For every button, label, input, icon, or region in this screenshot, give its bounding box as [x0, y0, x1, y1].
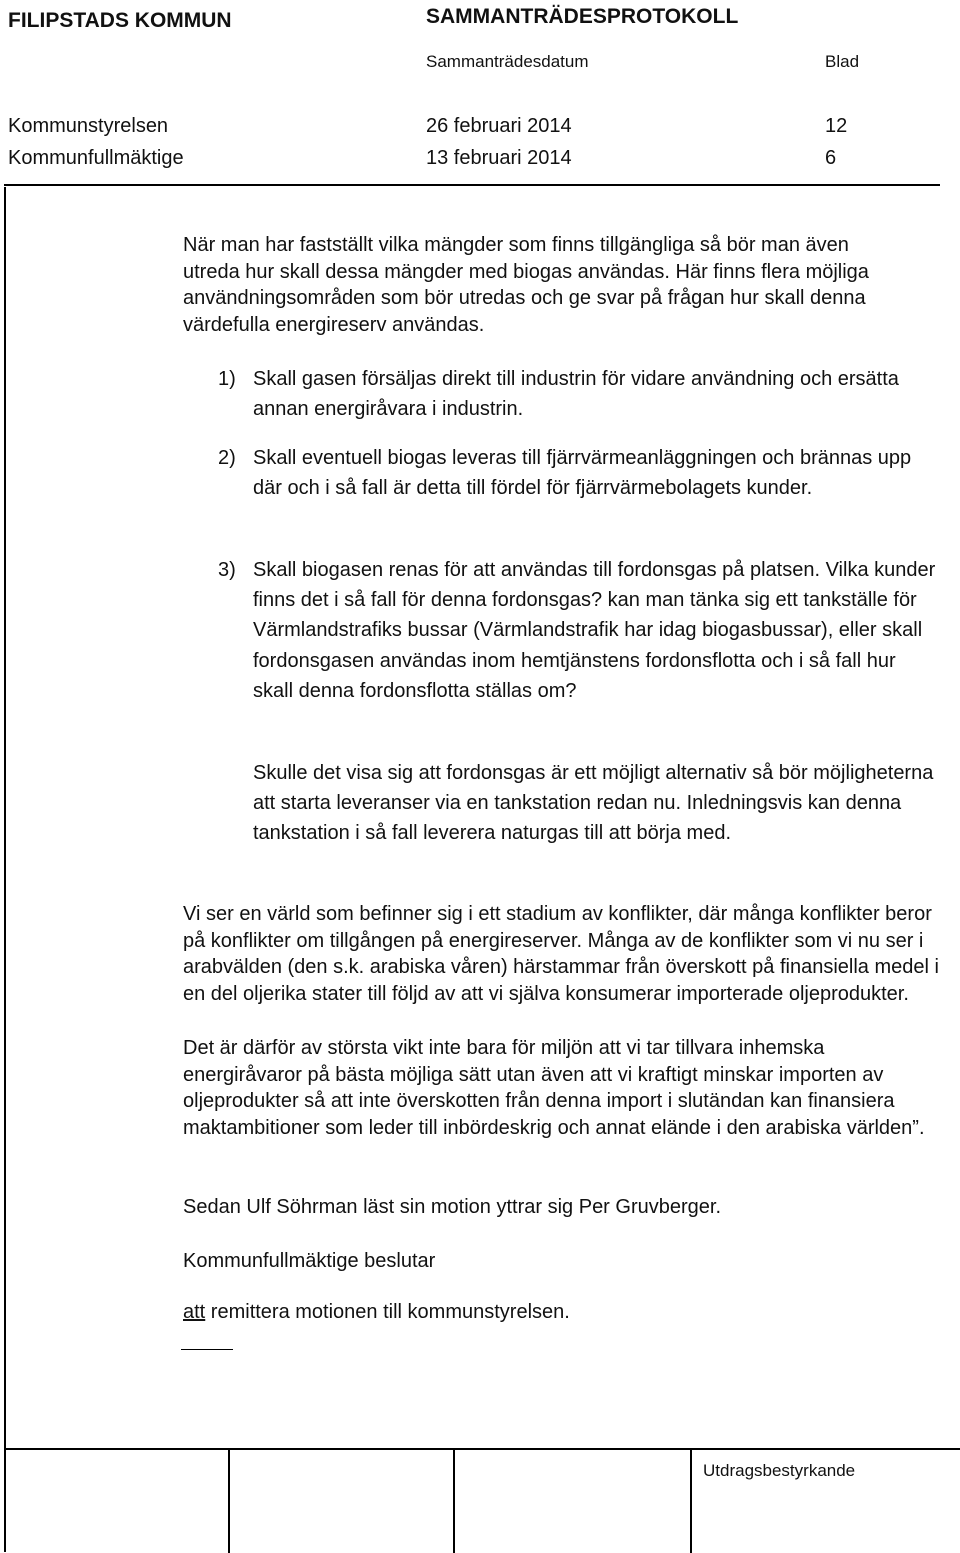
list-number: 2) — [218, 447, 236, 469]
intro-paragraph: När man har fastställt vilka mängder som finns tillgängliga så bör man även utreda hur skall dessa mängder med biogas användas. Här finns flera möjliga användningsområden som bör utredas och ge svar på frågan hur skall denna värdefulla energireserv användas. — [183, 234, 869, 336]
end-mark-rule — [181, 1349, 233, 1350]
decision-heading: Kommunfullmäktige beslutar — [183, 1250, 436, 1272]
att-keyword: att — [183, 1301, 206, 1323]
list-text: Skall biogasen renas för att användas till fordonsgas på platsen. Vilka kunder finns det i så fall för denna fordonsgas? kan man tänka sig ett tankställe för Värmlandstrafiks bussar (Värmlandstrafik har idag biogasbussar), eller skall fordonsgasen användas inom hemtjänstens fordonsflotta och i så fall hur skall denna fordonsflotta ställas om? — [253, 559, 936, 702]
meeting-date-label: Sammanträdesdatum — [426, 52, 589, 71]
list-item — [218, 364, 938, 424]
conflict-paragraph-1: Vi ser en värld som befinner sig i ett stadium av konflikter, där många konflikter beror på konflikter om tillgången på energireserver. Många av de konflikter som vi nu ser i arabvälden (den s.k. arabiska våren) härstammar från överskott på finansiella medel i en del oljerika stater till följd av att vi själva konsumerar importerade oljeprodukter. — [183, 903, 939, 1005]
page-number-kf: 6 — [825, 147, 837, 169]
document-title: SAMMANTRÄDESPROTOKOLL — [426, 5, 739, 28]
body-name-ks: Kommunstyrelsen — [8, 115, 169, 137]
decision-line — [183, 1301, 570, 1324]
meeting-date-ks: 26 februari 2014 — [426, 115, 572, 137]
statement-paragraph: Sedan Ulf Söhrman läst sin motion yttrar sig Per Gruvberger. — [183, 1196, 722, 1218]
conflict-paragraph-2: Det är därför av största vikt inte bara för miljön att vi tar tillvara inhemska energiråvaror på bästa möjliga sätt utan även att vi kraftigt minskar importen av oljeprodukter så att inte överskotten från denna import i slutändan kan finansiera maktambitioner som leder till inbördeskrig och annat elände i den arabiska världen”. — [183, 1037, 925, 1139]
decision-text: remittera motionen till kommunstyrelsen. — [205, 1301, 570, 1323]
list-item — [218, 555, 938, 706]
page-label: Blad — [825, 52, 860, 71]
page-number-ks: 12 — [825, 115, 848, 137]
left-margin-rule — [4, 187, 6, 1552]
municipality-name: FILIPSTADS KOMMUN — [8, 9, 232, 32]
list-text: Skall gasen försäljas direkt till industrin för vidare användning och ersätta annan energiråvara i industrin. — [253, 368, 899, 421]
list-item — [218, 443, 938, 503]
body-name-kf: Kommunfullmäktige — [8, 147, 184, 169]
meeting-date-kf: 13 februari 2014 — [426, 147, 572, 169]
signature-divider-2 — [453, 1450, 455, 1553]
list-number: 1) — [218, 368, 236, 390]
list-text: Skall eventuell biogas leveras till fjärrvärmeanläggningen och brännas upp där och i så fall är detta till fördel för fjärrvärmebolagets kunder. — [253, 447, 912, 500]
certification-label: Utdragsbestyrkande — [703, 1461, 856, 1480]
signature-divider-1 — [228, 1450, 230, 1553]
header-rule — [4, 184, 940, 186]
signature-divider-3 — [690, 1450, 692, 1553]
footer-rule — [4, 1448, 960, 1450]
list-number: 3) — [218, 559, 236, 581]
item3-followup-paragraph: Skulle det visa sig att fordonsgas är ett möjligt alternativ så bör möjligheterna att starta leveranser via en tankstation redan nu. Inledningsvis kan denna tankstation i så fall leverera naturgas till att börja med. — [253, 762, 934, 845]
